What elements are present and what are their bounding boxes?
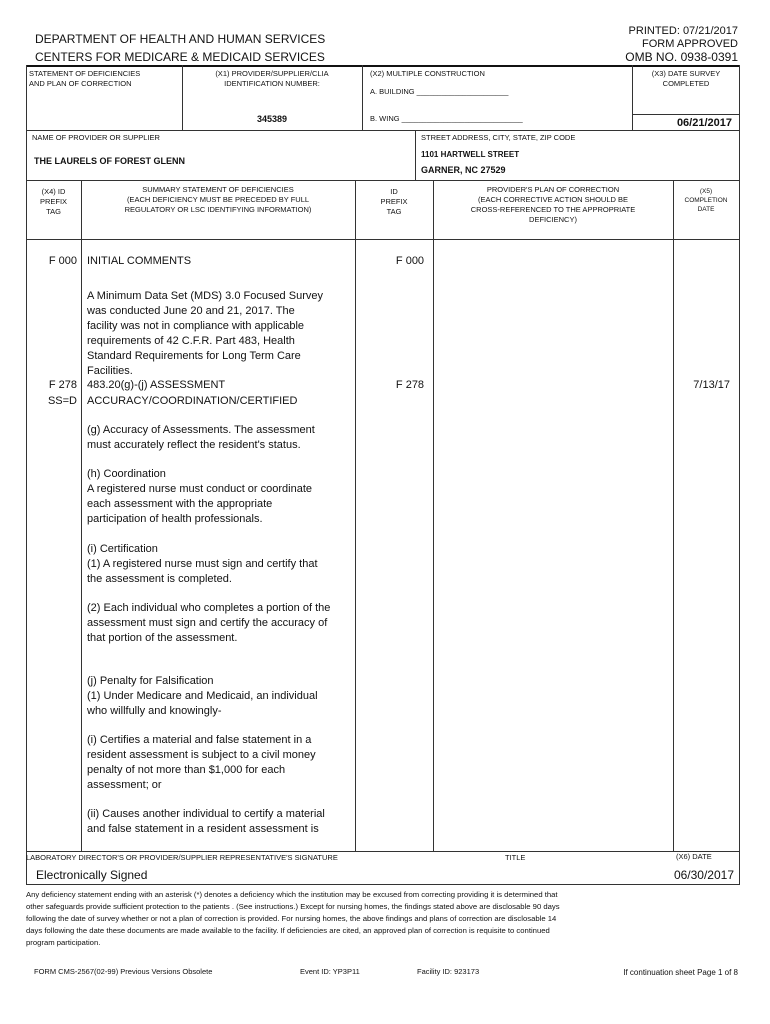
survey-date-value: 06/21/2017 xyxy=(676,117,732,129)
summary-statement-header: SUMMARY STATEMENT OF DEFICIENCIES (EACH DEFICIENCY MUST BE PRECEDED BY FULL REGULATORY OR LSC IDENTIFYING INFORMATION) xyxy=(124,185,312,214)
disclaimer-text: Any deficiency statement ending with an asterisk (*) denotes a deficiency which the institution may be excused from correcting providing it is determined that other safeguards provide sufficient protection to the patients . (See instructions.) Except for nursing homes, the findings stated above are disclosable 90 days following the date of survey whether or not a plan of correction is provided. For nursing homes, the above findings and plans of correction are disclosable 14 days following the date these documents are made available to the facility. If deficiencies are cited, an approved plan of correction is requisite to continued program participation. xyxy=(26,890,560,947)
paragraph-initial-comments: A Minimum Data Set (MDS) 3.0 Focused Survey was conducted June 20 and 21, 2017. The facility was not in compliance with applicable requirements of 42 C.F.R. Part 483, Health Standard Requirements for Long Term Care Facilities. xyxy=(87,290,323,377)
form-approved: FORM APPROVED xyxy=(642,38,738,50)
department-title: DEPARTMENT OF HEALTH AND HUMAN SERVICES xyxy=(35,32,326,46)
paragraph-penalty: (j) Penalty for Falsification (1) Under Medicare and Medicaid, an individual who willfully and knowingly- xyxy=(87,675,318,717)
signature-value: Electronically Signed xyxy=(36,868,148,882)
row-divider xyxy=(26,851,740,852)
event-id: Event ID: YP3P11 xyxy=(300,967,360,976)
col-divider xyxy=(81,180,82,851)
x6-date-label: (X6) DATE xyxy=(676,852,712,861)
facility-id: Facility ID: 923173 xyxy=(417,967,480,976)
street-address: 1101 HARTWELL STREET xyxy=(421,150,520,159)
paragraph-coordination: (h) Coordination A registered nurse must conduct or coordinate each assessment with the appropriate participation of health professionals. xyxy=(87,468,313,525)
col-divider xyxy=(355,180,356,851)
x3-value-divider xyxy=(632,114,740,115)
tag-f278-right: F 278 xyxy=(395,379,425,391)
multiple-construction-label: (X2) MULTIPLE CONSTRUCTION xyxy=(370,69,485,78)
wing-label: B. WING _____________________________ xyxy=(370,114,523,123)
paragraph-accuracy: (g) Accuracy of Assessments. The assessment must accurately reflect the resident's status. xyxy=(87,424,315,451)
paragraph-certification: (i) Certification (1) A registered nurse must sign and certify that the assessment is completed. xyxy=(87,543,318,585)
address-label: STREET ADDRESS, CITY, STATE, ZIP CODE xyxy=(421,133,576,142)
building-label: A. BUILDING ______________________ xyxy=(370,87,509,96)
col-divider xyxy=(415,130,416,180)
col-divider xyxy=(739,65,740,884)
plan-of-correction-header: PROVIDER'S PLAN OF CORRECTION (EACH CORRECTIVE ACTION SHOULD BE CROSS-REFERENCED TO THE APPROPRIATE DEFICIENCY) xyxy=(470,185,636,224)
completion-date-header: (X5) COMPLETION DATE xyxy=(684,188,728,213)
id-prefix-header: ID PREFIX TAG xyxy=(380,187,408,216)
agency-title: CENTERS FOR MEDICARE & MEDICAID SERVICES xyxy=(35,50,325,64)
tag-f000-right: F 000 xyxy=(395,255,425,267)
initial-comments-heading: INITIAL COMMENTS xyxy=(87,255,192,267)
form-number: FORM CMS-2567(02-99) Previous Versions Obsolete xyxy=(34,967,213,976)
provider-name-label: NAME OF PROVIDER OR SUPPLIER xyxy=(32,133,160,142)
printed-date: PRINTED: 07/21/2017 xyxy=(628,25,738,37)
provider-id-value: 345389 xyxy=(256,114,288,124)
survey-date-label: (X3) DATE SURVEY COMPLETED xyxy=(651,69,721,88)
x4-id-prefix-header: (X4) ID PREFIX TAG xyxy=(39,187,68,216)
provider-id-label: (X1) PROVIDER/SUPPLIER/CLIA IDENTIFICATION NUMBER: xyxy=(215,69,329,88)
paragraph-individual-certify: (2) Each individual who completes a portion of the assessment must sign and certify the accuracy of that portion of the assessment. xyxy=(87,602,331,644)
row-divider xyxy=(26,130,740,131)
signature-label: LABORATORY DIRECTOR'S OR PROVIDER/SUPPLIER REPRESENTATIVE'S SIGNATURE xyxy=(26,853,338,862)
row-divider xyxy=(26,239,740,240)
city-state-zip: GARNER, NC 27529 xyxy=(421,165,506,175)
omb-number: OMB NO. 0938-0391 xyxy=(625,50,738,64)
row-divider xyxy=(26,884,740,885)
scope-severity: SS=D xyxy=(47,395,77,407)
col-divider xyxy=(362,65,363,130)
provider-name-value: THE LAURELS OF FOREST GLENN xyxy=(34,156,186,166)
row-divider xyxy=(26,180,740,181)
signature-date: 06/30/2017 xyxy=(673,868,734,882)
f278-heading-line1: 483.20(g)-(j) ASSESSMENT xyxy=(87,379,226,391)
f278-heading-line2: ACCURACY/COORDINATION/CERTIFIED xyxy=(87,395,298,407)
paragraph-certifies-false: (i) Certifies a material and false statement in a resident assessment is subject to a civil money penalty of not more than $1,000 for each assessment; or xyxy=(87,734,316,791)
completion-date: 7/13/17 xyxy=(693,379,730,391)
page-indicator: If continuation sheet Page 1 of 8 xyxy=(623,968,738,977)
tag-f000: F 000 xyxy=(48,255,77,267)
title-label: TITLE xyxy=(505,853,526,862)
paragraph-causes-another: (ii) Causes another individual to certify a material and false statement in a resident assessment is xyxy=(87,808,325,835)
col-divider xyxy=(433,180,434,851)
statement-label: STATEMENT OF DEFICIENCIES AND PLAN OF CORRECTION xyxy=(29,69,141,88)
col-divider xyxy=(673,180,674,851)
tag-f278: F 278 xyxy=(48,379,77,391)
